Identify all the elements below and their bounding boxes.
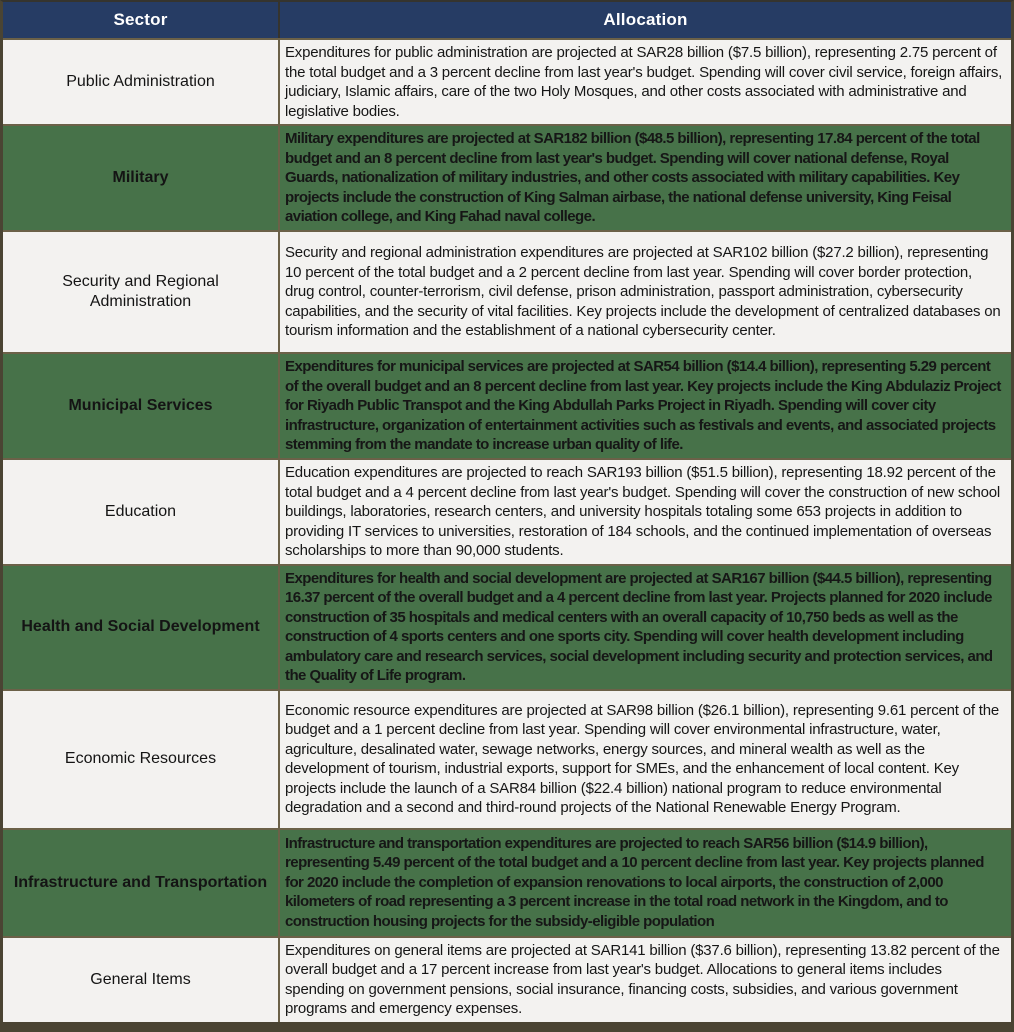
allocation-text: Education expenditures are projected to reach SAR193 billion ($51.5 billion), representing 18.92 percent of the total budget and a 4 percent decline from last year's budget. Spending will cover the construction of new school buildings, laboratories, research centers, and university hospitals totaling some 653 projects in addition to providing IT services to universities, restoration of 184 schools, and the continued implementation of overseas scholarships to more than 90,000 students. xyxy=(285,464,1001,559)
allocation-cell xyxy=(280,566,1011,689)
allocation-cell xyxy=(280,126,1011,230)
sector-cell: Infrastructure and Transportation xyxy=(3,830,280,936)
allocation-cell xyxy=(280,691,1011,828)
allocation-text: Security and regional administration expenditures are projected at SAR102 billion ($27.2 billion), representing 10 percent of the total budget and a 2 percent decline from last year. Spending will cover border protection, drug control, counter-terrorism, civil defense, prison administration, passport administration, cybersecurity capabilities, and the security of vital facilities. Key projects include the development of centralized databases on tourism information and the establishment of a national cybersecurity center. xyxy=(285,244,1001,340)
sector-cell: Health and Social Development xyxy=(3,566,280,689)
table-header-row xyxy=(3,2,1011,38)
table-row-municipal-services xyxy=(3,352,1011,458)
allocation-text: Infrastructure and transportation expenditures are projected to reach SAR56 billion ($14.9 billion), representing 5.49 percent of the total budget and a 10 percent decline from last year. Key projects planned for 2020 include the completion of expansion renovations to local airports, the construction of 2,000 kilometers of road representing a 3 percent increase in the total road network in the Kingdom, and to construction housing projects for the subsidy-eligible population xyxy=(285,834,984,930)
table-row-infrastructure-transportation xyxy=(3,828,1011,936)
allocation-text: Military expenditures are projected at SAR182 billion ($48.5 billion), representing 17.84 percent of the total budget and an 8 percent decline from last year's budget. Spending will cover national defense, Royal Guards, nationalization of military industries, and other costs associated with military capabilities. Key projects include the construction of King Salman airbase, the national defense university, King Feisal aviation college, and King Fahad naval college. xyxy=(285,130,980,226)
table-row-economic-resources xyxy=(3,689,1011,828)
allocation-text: Expenditures for health and social development are projected at SAR167 billion ($44.5 billion), representing 16.37 percent of the overall budget and a 4 percent decline from last year. Projects planned for 2020 include construction of 35 hospitals and medical centers with an overall capacity of 10,750 beds as well as the construction of 4 sports centers and one sports city. Spending will cover health development including ambulatory care and research services, social development including security and protection services, and the Quality of Life program. xyxy=(285,569,993,684)
sector-cell: Economic Resources xyxy=(3,691,280,828)
sector-cell: General Items xyxy=(3,938,280,1022)
allocation-text: Expenditures for municipal services are projected at SAR54 billion ($14.4 billion), representing 5.29 percent of the overall budget and an 8 percent decline from last year. Key projects include the King Abdulaziz Project for Riyadh Public Transpot and the King Abdullah Parks Project in Riyadh. Spending will cover city infrastructure, organization of entertainment activities such as festivals and events, and associated projects stemming from the mandate to increase urban quality of life. xyxy=(285,358,1001,454)
column-header-allocation: Allocation xyxy=(603,10,688,29)
table-row-education xyxy=(3,458,1011,564)
allocation-cell xyxy=(280,354,1011,458)
allocation-cell xyxy=(280,830,1011,936)
table-row-military xyxy=(3,124,1011,230)
table-row-general-items xyxy=(3,936,1011,1022)
sector-cell: Education xyxy=(3,460,280,564)
column-header-sector: Sector xyxy=(3,2,280,38)
allocation-cell xyxy=(280,232,1011,352)
table-row-health-social-development xyxy=(3,564,1011,689)
table-row-security-regional-administration xyxy=(3,230,1011,352)
allocation-text: Expenditures on general items are projected at SAR141 billion ($37.6 billion), representing 13.82 percent of the overall budget and a 17 percent increase from last year's budget. Allocations to general items includes spending on government pensions, social insurance, financing costs, subsidies, and various government programs and emergency expenses. xyxy=(285,941,1000,1017)
sector-cell: Military xyxy=(3,126,280,230)
sector-cell: Security and Regional Administration xyxy=(3,232,280,352)
sector-cell: Public Administration xyxy=(3,40,280,124)
allocation-text: Expenditures for public administration are projected at SAR28 billion ($7.5 billion), representing 2.75 percent of the total budget and a 3 percent decline from last year's budget. Spending will cover civil service, foreign affairs, judiciary, Islamic affairs, care of the two Holy Mosques, and other costs associated with administrative and legislative bodies. xyxy=(285,44,1003,120)
allocation-cell xyxy=(280,938,1011,1022)
sector-cell: Municipal Services xyxy=(3,354,280,458)
allocation-cell xyxy=(280,40,1011,124)
table-row-public-administration xyxy=(3,38,1011,124)
allocation-cell xyxy=(280,460,1011,564)
allocation-text: Economic resource expenditures are projected at SAR98 billion ($26.1 billion), representing 9.61 percent of the budget and a 1 percent decline from last year. Spending will cover environmental infrastructure, water, agriculture, desalinated water, sewage networks, energy sources, and mineral wealth as well as the development of tourism, industrial exports, support for SMEs, and the enhancement of local content. Key projects include the launch of a SAR84 billion ($22.4 billion) national program to reduce environmental degradation and a second and third-round projects of the National Renewable Energy Program. xyxy=(285,701,1000,816)
